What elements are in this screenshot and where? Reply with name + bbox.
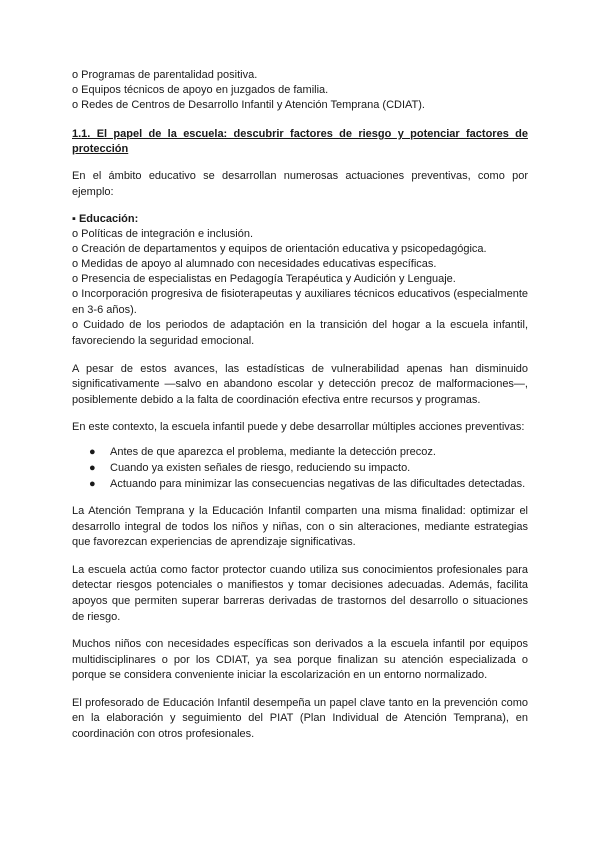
intro-item: o Equipos técnicos de apoyo en juzgados de familia. — [72, 84, 329, 96]
paragraph-referrals: Muchos niños con necesidades específicas son derivados a la escuela infantil por equipos multidisciplinares o por los CDIAT, ya sea porque finalizan su atención especializada o porque se considera conveniente iniciar la escolarización en un entorno normalizado. — [72, 638, 528, 682]
education-item: o Cuidado de los periodos de adaptación en la transición del hogar a la escuela infantil, favoreciendo la seguridad emocional. — [72, 319, 528, 347]
paragraph-teachers-role: El profesorado de Educación Infantil desempeña un papel clave tanto en la prevención como en la elaboración y seguimiento del PIAT (Plan Individual de Atención Temprana), en coordinación con otros profesionales. — [72, 696, 528, 741]
education-item: o Presencia de especialistas en Pedagogía Terapéutica y Audición y Lenguaje. — [72, 273, 456, 286]
education-label: ▪ Educación: — [72, 213, 139, 226]
list-item — [72, 444, 528, 460]
education-item: o Creación de departamentos y equipos de orientación educativa y psicopedagógica. — [72, 243, 487, 256]
bullet-icon: ● — [89, 477, 96, 490]
section-intro-paragraph: En el ámbito educativo se desarrollan numerosas actuaciones preventivas, como por ejemplo: — [72, 170, 528, 198]
education-item: o Políticas de integración e inclusión. — [72, 228, 253, 241]
paragraph-context: En este contexto, la escuela infantil puede y debe desarrollar múltiples acciones preventivas: — [72, 421, 525, 434]
intro-item: o Redes de Centros de Desarrollo Infantil y Atención Temprana (CDIAT). — [72, 99, 425, 111]
list-item-text: Actuando para minimizar las consecuencias negativas de las dificultades detectadas. — [110, 477, 526, 490]
intro-item: o Programas de parentalidad positiva. — [72, 69, 258, 81]
education-item: o Medidas de apoyo al alumnado con necesidades educativas específicas. — [72, 258, 437, 271]
paragraph-protective-factor: La escuela actúa como factor protector cuando utiliza sus conocimientos profesionales para detectar riesgos potenciales o manifiestos y tomar decisiones adecuadas. Además, facilita apoyos que permiten superar barreras derivadas de trastornos del desarrollo o situaciones de riesgo. — [72, 563, 528, 623]
paragraph-statistics: A pesar de estos avances, las estadísticas de vulnerabilidad apenas han disminuido significativamente —salvo en abandono escolar y detección precoz de malformaciones—, posiblemente debido a la falta de coordinación efectiva entre recursos y programas. — [72, 362, 528, 406]
actions-list — [72, 444, 528, 492]
list-item — [72, 460, 528, 476]
list-item-text: Cuando ya existen señales de riesgo, reduciendo su impacto. — [110, 461, 411, 474]
paragraph-shared-goal: La Atención Temprana y la Educación Infantil comparten una misma finalidad: optimizar el desarrollo integral de todos los niños y niñas, con o sin alteraciones, mediante estrategias que favorezcan experiencias de aprendizaje significativas. — [72, 504, 528, 549]
document-page — [72, 68, 528, 743]
education-item: o Incorporación progresiva de fisioterapeutas y auxiliares técnicos educativos (especialmente en 3-6 años). — [72, 288, 528, 316]
list-item-text: Antes de que aparezca el problema, mediante la detección precoz. — [110, 445, 436, 458]
section-heading: 1.1. El papel de la escuela: descubrir factores de riesgo y potenciar factores de protección — [72, 128, 528, 155]
list-item — [72, 476, 528, 492]
bullet-icon: ● — [89, 461, 96, 474]
bullet-icon: ● — [89, 445, 96, 458]
